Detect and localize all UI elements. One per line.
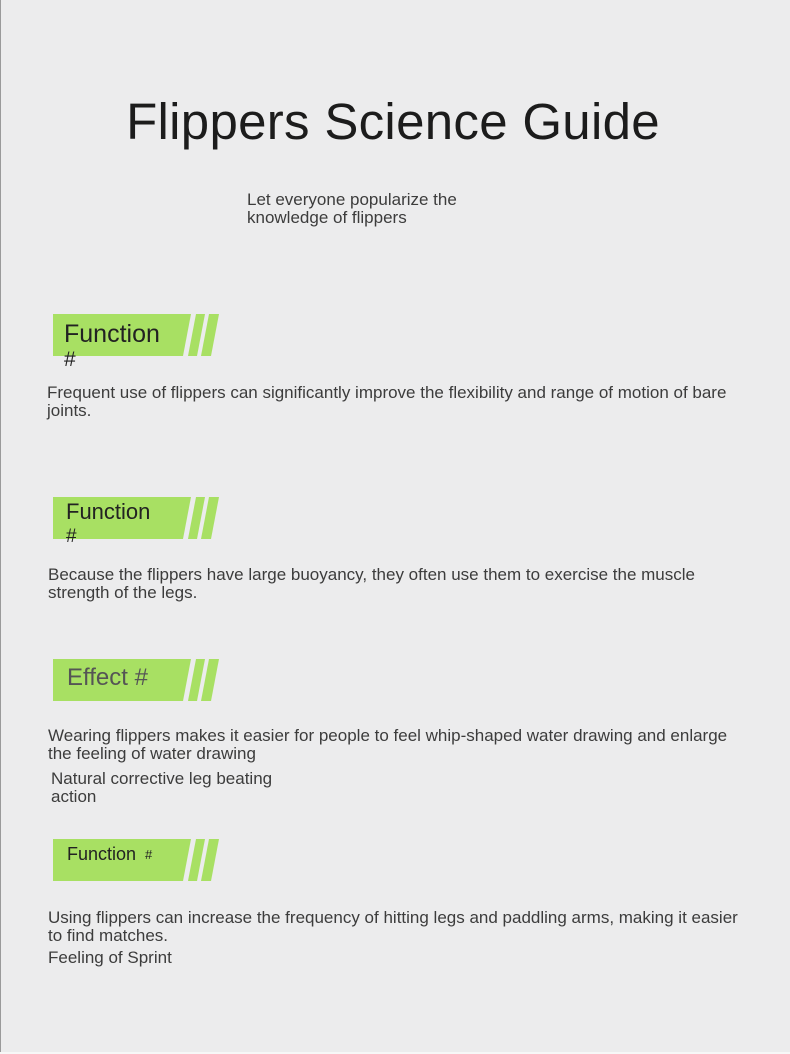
section-1-tag — [53, 314, 219, 356]
section-3-body: Wearing flippers makes it easier for people to feel whip-shaped water drawing and enlarge the feeling of water drawing — [48, 726, 728, 763]
section-1-tag-label: Function — [64, 320, 160, 348]
section-2-tag-label: Function — [66, 499, 151, 524]
section-2-body: Because the flippers have large buoyancy, they often use them to exercise the muscle strength of the legs. — [48, 565, 695, 602]
section-2-tag-hash: # — [66, 526, 77, 547]
section-4-extra: Feeling of Sprint — [48, 948, 172, 967]
page-title: Flippers Science Guide — [126, 93, 660, 150]
section-4-tag — [53, 839, 219, 881]
section-1-tag-hash: # — [64, 348, 76, 371]
section-4-body: Using flippers can increase the frequency of hitting legs and paddling arms, making it easier to find matches. — [48, 908, 738, 945]
section-1-body: Frequent use of flippers can significantly improve the flexibility and range of motion of bare joints. — [47, 383, 727, 420]
section-4-tag-hash: # — [145, 847, 153, 862]
section-3-extra: Natural corrective leg beating action — [51, 769, 273, 806]
page-left-border — [0, 0, 1, 1054]
section-2-tag — [53, 497, 219, 539]
section-3-tag — [53, 659, 219, 701]
section-4-tag-label: Function — [67, 844, 137, 864]
section-3-tag-label: Effect # — [67, 664, 148, 691]
page-subtitle: Let everyone popularize the knowledge of flippers — [247, 190, 457, 227]
